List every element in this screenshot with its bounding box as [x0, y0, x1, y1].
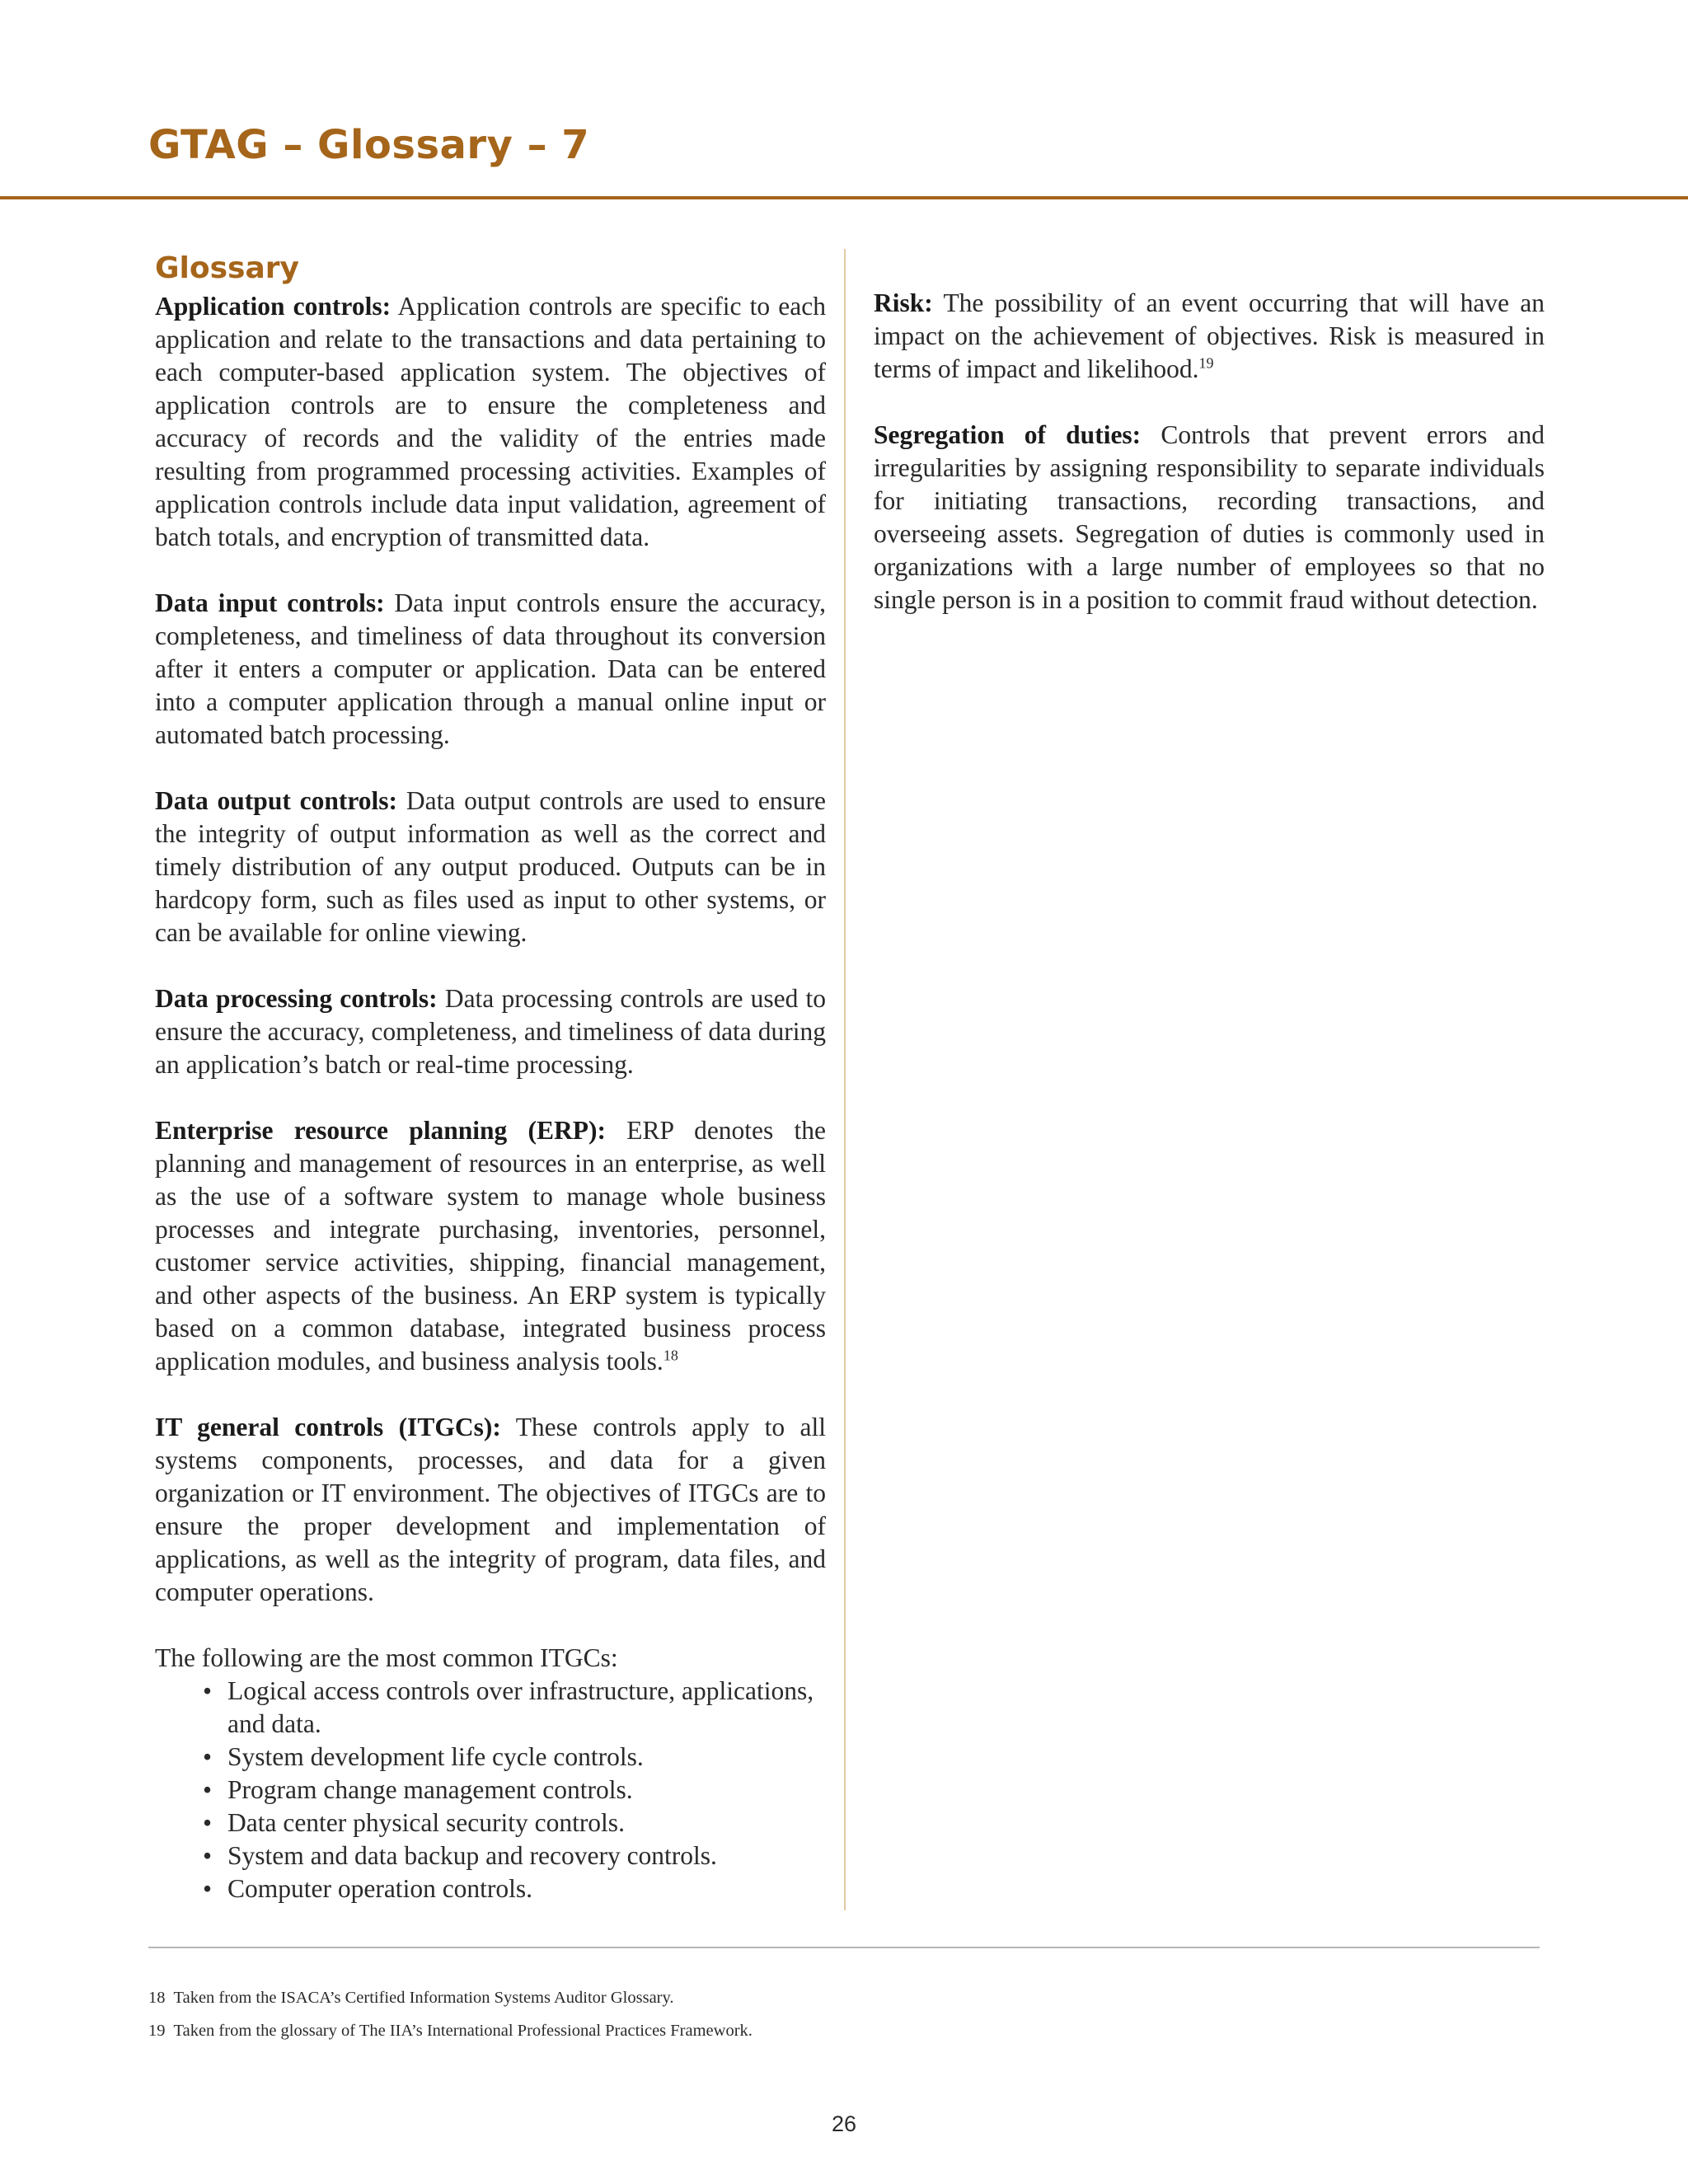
glossary-definition: Data processing controls are used to ensure the accuracy, completeness, and timeliness of data during an application’s batch or real-time processing. — [155, 984, 826, 1079]
footnote-text: Taken from the ISACA’s Certified Information Systems Auditor Glossary. — [173, 1989, 674, 2007]
header-rule — [0, 196, 1688, 199]
glossary-entry-data-output-controls — [155, 785, 826, 949]
footnote — [148, 1981, 1467, 2014]
glossary-definition: Data output controls are used to ensure the integrity of output information as well as the correct and timely distribution of any output produced. Outputs can be in hardcopy form, such as files used as input to other systems, or can be available for online viewing. — [155, 786, 826, 947]
glossary-term: Segregation of duties: — [874, 420, 1142, 449]
list-item: • Computer operation controls. — [203, 1872, 826, 1905]
glossary-entry-risk — [874, 287, 1545, 386]
glossary-left-column — [155, 247, 826, 1905]
glossary-entry-itgcs — [155, 1411, 826, 1609]
glossary-entry-data-processing-controls — [155, 982, 826, 1081]
glossary-entry-segregation-of-duties — [874, 419, 1545, 616]
footnote-reference: 18 — [663, 1347, 678, 1364]
glossary-term: Data processing controls: — [155, 984, 438, 1013]
glossary-term: Application controls: — [155, 292, 392, 321]
footnote-number: 19 — [148, 2022, 166, 2040]
list-item: • System and data backup and recovery controls. — [203, 1840, 826, 1872]
footnotes — [148, 1981, 1467, 2047]
footnote-rule — [148, 1947, 1540, 1948]
page-header-title: GTAG – Glossary – 7 — [148, 122, 590, 168]
glossary-entry-erp — [155, 1114, 826, 1378]
glossary-term: Data input controls: — [155, 588, 385, 617]
glossary-term: Data output controls: — [155, 786, 398, 815]
itgc-bullet-list — [155, 1675, 826, 1905]
glossary-entry-application-controls — [155, 290, 826, 554]
glossary-definition: ERP denotes the planning and management of resources in an enterprise, as well as the use of a software system to manage whole business processes and integrate purchasing, inventories, personnel, customer service activities, shipping, financial management, and other aspects of the business. An ERP system is typically based on a common database, integrated business process application modules, and business analysis tools. — [155, 1116, 826, 1376]
glossary-entry-data-input-controls — [155, 587, 826, 752]
glossary-definition: Data input controls ensure the accuracy, completeness, and timeliness of data throughout its conversion after it enters a computer or application. Data can be entered into a computer application through a manual online input or automated batch processing. — [155, 588, 826, 749]
footnote-text: Taken from the glossary of The IIA’s International Professional Practices Framework. — [173, 2022, 753, 2040]
glossary-definition: The possibility of an event occurring that will have an impact on the achievement of objectives. Risk is measured in terms of impact and likelihood. — [874, 288, 1545, 383]
glossary-definition: Controls that prevent errors and irregularities by assigning responsibility to separate individuals for initiating transactions, recording transactions, and overseeing assets. Segregation of duties is commonly used in organizations with a large number of employees so that no single person is in a position to commit fraud without detection. — [874, 420, 1545, 614]
list-item: • Program change management controls. — [203, 1774, 826, 1807]
itgc-list-intro: The following are the most common ITGCs: — [155, 1643, 618, 1672]
footnote-reference: 19 — [1198, 354, 1214, 372]
list-item: • Data center physical security controls. — [203, 1807, 826, 1840]
column-divider — [844, 249, 846, 1910]
glossary-definition: These controls apply to all systems components, processes, and data for a given organization or IT environment. The objectives of ITGCs are to ensure the proper development and implementation of applications, as well as the integrity of program, data files, and computer operations. — [155, 1413, 827, 1606]
glossary-term: Enterprise resource planning (ERP): — [155, 1116, 606, 1145]
footnote-number: 18 — [148, 1989, 166, 2007]
glossary-section-title: Glossary — [155, 251, 299, 285]
glossary-definition: Application controls are specific to each application and relate to the transactions and data pertaining to each computer-based application system. The objectives of application controls are to ensure the completeness and accuracy of records and the validity of the entries made resulting from programmed processing activities. Examples of application controls include data input validation, agreement of batch totals, and encryption of transmitted data. — [155, 292, 826, 551]
footnote — [148, 2014, 1467, 2047]
list-item: • System development life cycle controls. — [203, 1741, 826, 1774]
list-item: • Logical access controls over infrastructure, applications, and data. — [203, 1675, 826, 1741]
page-number: 26 — [831, 2111, 857, 2136]
glossary-right-column — [874, 287, 1545, 649]
glossary-term: IT general controls (ITGCs): — [155, 1413, 501, 1441]
glossary-term: Risk: — [874, 288, 933, 317]
